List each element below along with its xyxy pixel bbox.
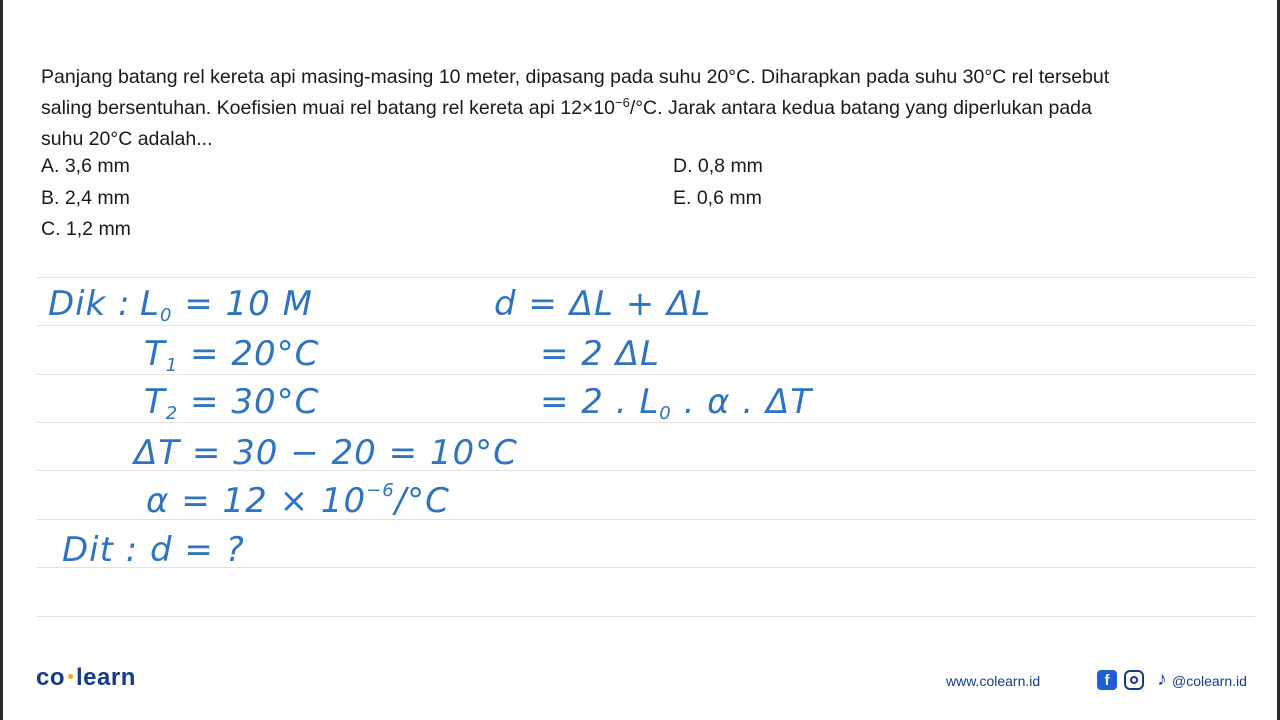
l-symbol: L	[140, 284, 160, 324]
colearn-logo	[36, 664, 136, 692]
given-l0	[140, 284, 313, 324]
instagram-icon[interactable]	[1124, 670, 1144, 690]
ruled-line	[36, 422, 1255, 423]
question-line-3: suhu 20°C adalah...	[41, 128, 213, 150]
option-e: E. 0,6 mm	[673, 187, 762, 209]
exponent: −6	[615, 95, 630, 110]
website-link[interactable]: www.colearn.id	[946, 673, 1041, 689]
subscript: 0	[659, 403, 672, 424]
question-line-2-end: /°C. Jarak antara kedua batang yang diperlukan pada	[629, 97, 1092, 119]
subscript: 1	[165, 355, 179, 376]
alpha-unit: /°C	[394, 481, 450, 521]
ruled-line	[36, 277, 1255, 278]
t-symbol: T	[144, 334, 166, 374]
dik-label: Dik :	[48, 284, 131, 324]
t1-value: = 20°C	[190, 334, 320, 374]
dit-line: Dit : d = ?	[62, 530, 245, 570]
option-a: A. 3,6 mm	[41, 155, 130, 177]
subscript: 0	[159, 305, 173, 326]
question-line-2	[41, 93, 1251, 124]
ruled-line	[36, 616, 1255, 617]
subscript: 2	[165, 403, 179, 424]
exponent: −6	[366, 480, 395, 501]
solution-line-3	[540, 382, 812, 422]
tiktok-icon[interactable]: ♪	[1157, 669, 1167, 690]
option-c: C. 1,2 mm	[41, 218, 131, 240]
alpha-start: α = 12 × 10	[146, 481, 367, 521]
given-t2	[144, 382, 319, 422]
given-alpha	[146, 481, 450, 521]
ruled-line	[36, 374, 1255, 375]
t-symbol: T	[144, 382, 166, 422]
question-line-1: Panjang batang rel kereta api masing-masing 10 meter, dipasang pada suhu 20°C. Diharapkan pada suhu 30°C rel tersebut	[41, 66, 1110, 88]
given-t1	[144, 334, 319, 374]
social-handle[interactable]: @colearn.id	[1172, 673, 1247, 689]
solution-line-3-end: . α . ΔT	[683, 382, 813, 422]
facebook-icon[interactable]: f	[1097, 670, 1117, 690]
solution-line-2: = 2 ΔL	[540, 334, 660, 374]
option-b: B. 2,4 mm	[41, 187, 130, 209]
logo-dot	[68, 674, 73, 679]
logo-co: co	[36, 664, 66, 691]
question-line-2-start: saling bersentuhan. Koefisien muai rel batang rel kereta api 12×10	[41, 97, 616, 119]
solution-line-3-start: = 2 . L	[540, 382, 660, 422]
logo-learn: learn	[76, 664, 136, 691]
question-text	[41, 62, 1251, 155]
frame-left-border	[0, 0, 3, 720]
given-delta-t: ΔT = 30 − 20 = 10°C	[134, 433, 518, 473]
l0-value: = 10 M	[184, 284, 313, 324]
solution-line-1: d = ΔL + ΔL	[494, 284, 712, 324]
t2-value: = 30°C	[190, 382, 320, 422]
option-d: D. 0,8 mm	[673, 155, 763, 177]
ruled-line	[36, 325, 1255, 326]
